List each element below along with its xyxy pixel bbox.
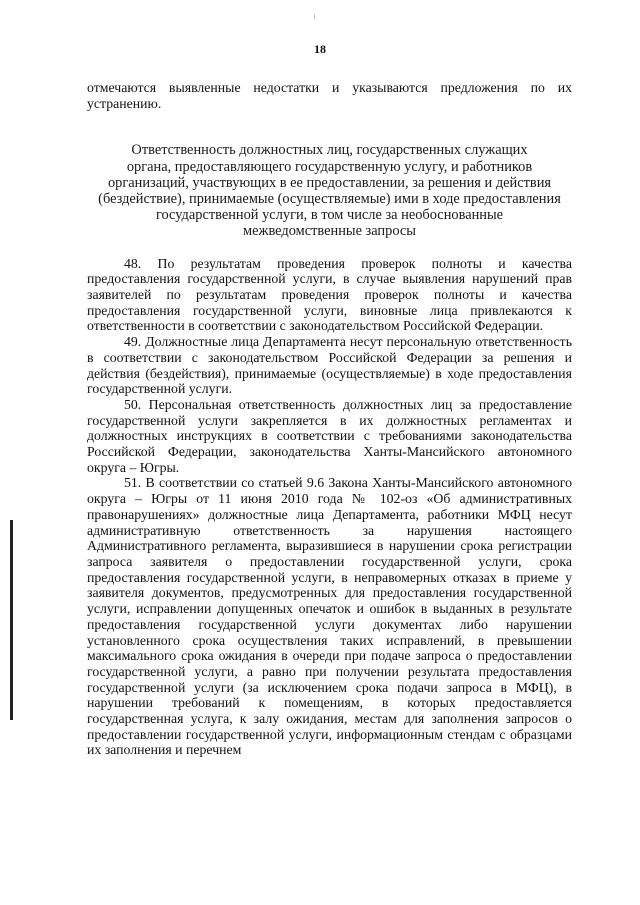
scan-artifact-mark (314, 14, 315, 19)
heading-line: государственной услуги, в том числе за необоснованные (155, 207, 504, 224)
heading-line: организаций, участвующих в ее предоставлении, за решения и действия (107, 174, 552, 191)
section-heading (87, 142, 572, 239)
page-number: 18 (314, 42, 326, 56)
heading-line: Ответственность должностных лиц, государственных служащих (131, 142, 528, 159)
paragraph-49: 49. Должностные лица Департамента несут персональную ответственность в соответствии с законодательством Российской Федерации за решения и действия (бездействия), принимаемые (осуществляемые) в ходе предоставления государственной услуги. (87, 334, 572, 397)
paragraph-51: 51. В соответствии со статьей 9.6 Закона Ханты-Мансийского автономного округа – Югры от 11 июня 2010 года № 102-оз «Об административных правонарушениях» должностные лица Департамента, работники МФЦ несут административную ответственность за нарушения настоящего Административного регламента, выразившиеся в нарушении срока регистрации запроса заявителя о предоставлении государственной услуги, срока предоставления государственной услуги, в неправомерных отказах в приеме у заявителя документов, предусмотренных для предоставления государственной услуги, исправлении допущенных опечаток и ошибок в выданных в результате предоставления государственной услуги документах либо нарушении установленного срока осуществления таких исправлений, в превышении максимального срока ожидания в очереди при подаче запроса о предоставлении государственной услуги, а равно при получении результата предоставления государственной услуги (за исключением срока подачи запроса в МФЦ), в нарушении требований к помещениям, в которых предоставляется государственная услуга, к залу ожидания, местам для заполнения запросов о предоставлении государственной услуги, информационным стендам с образцами их заполнения и перечнем (87, 475, 572, 758)
scan-margin-bar (10, 520, 13, 720)
paragraph-50: 50. Персональная ответственность должностных лиц за предоставление государственной услуги закрепляется в их должностных регламентах и должностных инструкциях в соответствии с требованиями законодательства Российской Федерации, законодательства Ханты-Мансийского автономного округа – Югры. (87, 396, 572, 475)
heading-line: органа, предоставляющего государственную услугу, и работников (126, 158, 533, 175)
heading-line: (бездействие), принимаемые (осуществляемые) ими в ходе предоставления (98, 191, 561, 208)
paragraph-48: 48. По результатам проведения проверок полноты и качества предоставления государственной услуги, в случае выявления нарушений прав заявителей по результатам проведения проверок полноты и качества предоставления государственной услуги, виновные лица привлекаются к ответственности в соответствии с законодательством Российской Федерации. (87, 255, 572, 334)
intro-paragraph: отмечаются выявленные недостатки и указываются предложения по их устранению. (87, 80, 572, 111)
heading-line: межведомственные запросы (243, 223, 416, 240)
document-body (87, 80, 572, 758)
